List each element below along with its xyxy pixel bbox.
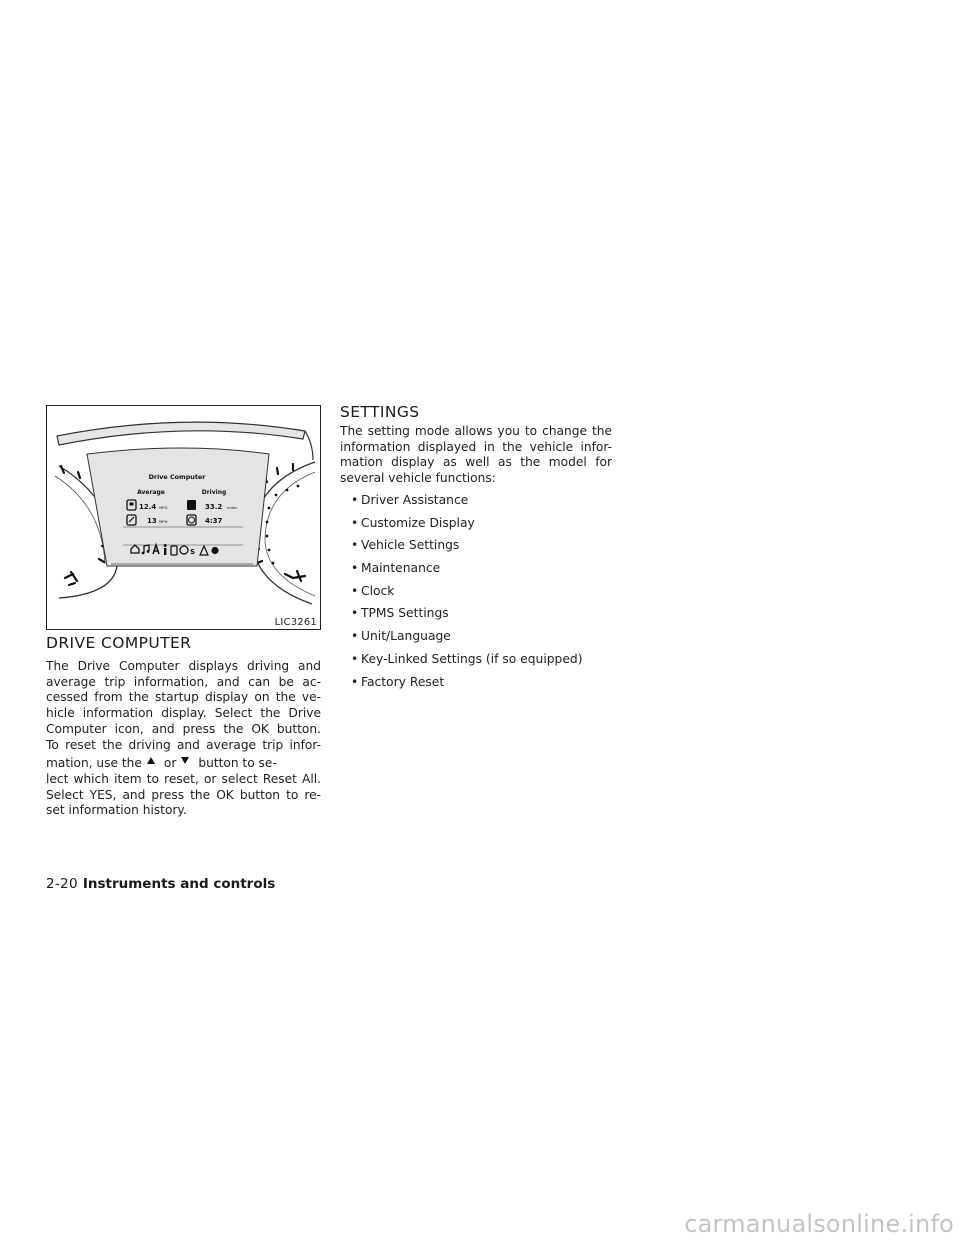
distance-unit: miles (227, 505, 238, 510)
list-item-text: TPMS Settings (361, 606, 449, 621)
list-item-text: Driver Assistance (361, 493, 469, 507)
drive-computer-paragraph (46, 659, 321, 819)
text-line: cessed from the startup display on the ve- (46, 690, 321, 705)
text-line: information displayed in the vehicle infor- (340, 439, 612, 454)
watermark: carmanualsonline.info (684, 1210, 954, 1238)
text-line: To reset the driving and average trip infor- (46, 737, 321, 752)
settings-list (351, 489, 583, 693)
list-item-text: Vehicle Settings (361, 538, 460, 553)
col-driving-label: Driving (201, 489, 227, 496)
screen-title: Drive Computer (148, 473, 206, 481)
list-item-text: Maintenance (361, 561, 441, 576)
col-average-label: Average (137, 489, 165, 496)
text-line: several vehicle functions: (340, 471, 496, 486)
cluster-illustration (47, 406, 322, 631)
down-arrow-icon (181, 757, 189, 764)
up-arrow-icon (147, 757, 155, 764)
text-line: mation display as well as the model for (340, 455, 612, 470)
list-item: • Unit/Language (351, 629, 451, 644)
text-line: Computer icon, and press the OK button. (46, 721, 321, 736)
list-item: • Maintenance (351, 561, 441, 576)
text-line: lect which item to reset, or select Reset All. (46, 771, 321, 786)
list-item-text: Factory Reset (361, 674, 445, 689)
avg-speed-value: 13 (147, 517, 157, 525)
text-line: hicle information display. Select the Drive (46, 706, 321, 721)
text-line: The Drive Computer displays driving and (46, 659, 321, 673)
list-item: • Key-Linked Settings (if so equipped) (351, 651, 583, 666)
text-line: The setting mode allows you to change the (340, 424, 612, 438)
instrument-cluster-figure (46, 405, 321, 630)
list-item-text: Clock (361, 583, 395, 598)
section-title: Instruments and controls (82, 876, 276, 892)
settings-heading: SETTINGS (340, 403, 420, 421)
text-fragment: button to se- (198, 756, 277, 771)
distance-value: 33.2 (205, 503, 223, 511)
page-footer (46, 876, 275, 892)
list-item: • Driver Assistance (351, 493, 469, 507)
list-item: • Clock (351, 583, 395, 598)
figure-id: LIC3261 (274, 617, 317, 628)
list-item: • TPMS Settings (351, 606, 449, 621)
time-value: 4:37 (205, 517, 223, 525)
text-line: set information history. (46, 803, 187, 818)
text-fragment: or (163, 756, 177, 771)
avg-fuel-value: 12.4 (139, 503, 157, 511)
avg-fuel-unit: MPG (159, 505, 168, 510)
list-item-text: Customize Display (361, 515, 475, 530)
list-item: • Vehicle Settings (351, 538, 460, 553)
list-item: • Customize Display (351, 515, 475, 530)
s-letter: S (190, 548, 196, 556)
text-fragment: mation, use the (46, 756, 142, 771)
text-line: Select YES, and press the OK button to re- (46, 787, 321, 802)
text-line-with-arrows (46, 756, 321, 772)
page-number: 2-20 (46, 876, 78, 892)
avg-speed-unit: MPH (159, 519, 168, 524)
list-item-text: Key-Linked Settings (if so equipped) (361, 651, 583, 666)
list-item: • Factory Reset (351, 674, 445, 689)
settings-intro (340, 424, 612, 487)
text-line: average trip information, and can be ac- (46, 674, 321, 689)
list-item-text: Unit/Language (361, 629, 451, 644)
drive-computer-heading: DRIVE COMPUTER (46, 634, 192, 652)
